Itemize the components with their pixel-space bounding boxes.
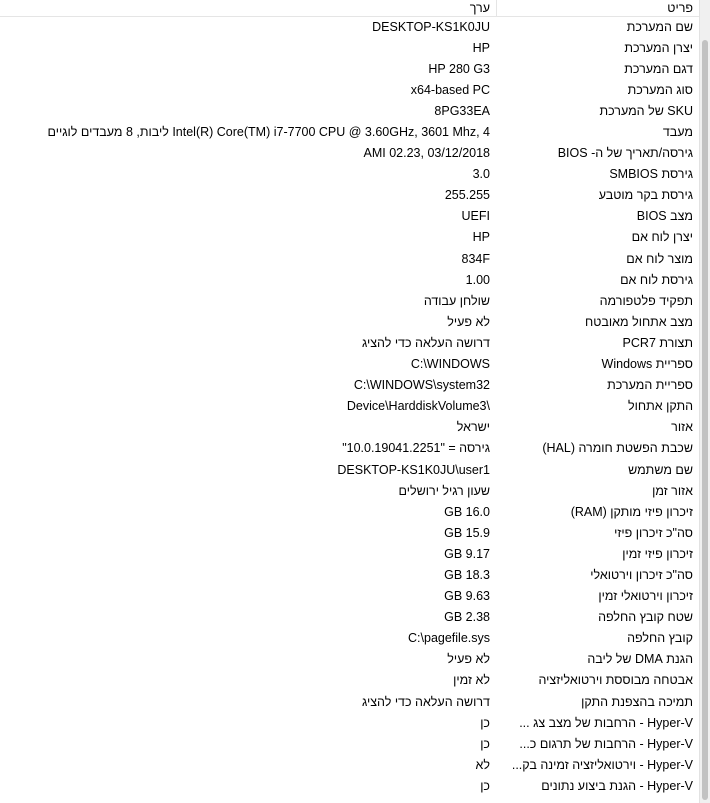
row-item-cell: שם משתמש — [628, 462, 693, 477]
table-row[interactable] — [0, 311, 699, 332]
row-value-cell: לא זמין — [453, 673, 490, 688]
row-item-cell: שם המערכת — [626, 19, 693, 34]
row-item-cell: קובץ החלפה — [627, 631, 693, 646]
row-item-cell: סוג המערכת — [627, 82, 693, 97]
row-item-cell: סה"כ זיכרון פיזי — [614, 525, 693, 540]
table-row[interactable] — [0, 607, 699, 628]
table-row[interactable] — [0, 733, 699, 754]
table-row[interactable] — [0, 438, 699, 459]
table-row[interactable] — [0, 164, 699, 185]
row-value-cell: כן — [480, 736, 490, 751]
row-value-cell: שולחן עבודה — [423, 293, 490, 308]
table-row[interactable] — [0, 501, 699, 522]
table-row[interactable] — [0, 248, 699, 269]
row-item-cell: אזור — [671, 420, 693, 435]
row-item-cell: יצרן לוח אם — [631, 230, 693, 245]
row-value-cell: 2.38 GB — [444, 610, 490, 625]
row-value-cell: לא — [475, 757, 490, 772]
table-row[interactable] — [0, 712, 699, 733]
row-item-cell: תצורת PCR7 — [622, 335, 693, 350]
row-value-cell: 9.63 GB — [444, 589, 490, 604]
table-row[interactable] — [0, 649, 699, 670]
row-value-cell: כן — [480, 715, 490, 730]
table-row[interactable] — [0, 354, 699, 375]
row-value-cell: לא פעיל — [447, 314, 490, 329]
table-row[interactable] — [0, 37, 699, 58]
row-value-cell: 15.9 GB — [444, 525, 490, 540]
row-value-cell: גירסה = "10.0.19041.2251" — [342, 441, 490, 456]
row-item-cell: זיכרון פיזי זמין — [622, 546, 693, 561]
column-header-item[interactable]: פריט — [496, 0, 699, 16]
row-value-cell: \Device\HarddiskVolume3 — [346, 399, 490, 414]
row-item-cell: דגם המערכת — [624, 61, 693, 76]
row-item-cell: שכבת הפשטת חומרה (HAL) — [542, 441, 693, 456]
row-value-cell: HP 280 G3 — [428, 61, 490, 76]
row-item-cell: Hyper-V - הרחבות של מצב צג ... — [519, 715, 693, 730]
row-item-cell: זיכרון פיזי מותקן (RAM) — [570, 504, 693, 519]
row-value-cell: ישראל — [456, 420, 490, 435]
table-row[interactable] — [0, 480, 699, 501]
row-value-cell: שעון רגיל ירושלים — [398, 483, 490, 498]
row-item-cell: מצב אתחול מאובטח — [585, 314, 693, 329]
table-row[interactable] — [0, 185, 699, 206]
row-item-cell: ספריית Windows — [601, 357, 693, 372]
row-item-cell: זיכרון וירטואלי זמין — [598, 589, 693, 604]
row-value-cell: 18.3 GB — [444, 567, 490, 582]
row-value-cell: Intel(R) Core(TM) i7-7700 CPU @ 3.60GHz, 3601 Mhz, 4 ליבות, 8 מעבדים לוגיים — [47, 125, 490, 140]
row-value-cell: UEFI — [461, 209, 490, 224]
row-value-cell: DESKTOP-KS1K0JU\user1 — [337, 462, 490, 477]
row-item-cell: מצב BIOS — [636, 209, 693, 224]
row-item-cell: גירסת SMBIOS — [609, 167, 693, 182]
row-item-cell: תמיכה בהצפנת התקן — [581, 694, 693, 709]
row-value-cell: HP — [472, 40, 490, 55]
scrollbar-thumb[interactable] — [702, 40, 708, 800]
row-value-cell: 8PG33EA — [434, 103, 490, 118]
row-value-cell: 16.0 GB — [444, 504, 490, 519]
row-item-cell: מעבד — [662, 125, 693, 140]
row-item-cell: SKU של המערכת — [599, 103, 693, 118]
table-row[interactable] — [0, 396, 699, 417]
table-row[interactable] — [0, 564, 699, 585]
vertical-scrollbar[interactable] — [699, 0, 710, 803]
table-row[interactable] — [0, 522, 699, 543]
table-row[interactable] — [0, 290, 699, 311]
table-body — [0, 16, 699, 796]
row-item-cell: התקן אתחול — [628, 399, 693, 414]
table-row[interactable] — [0, 16, 699, 37]
row-item-cell: Hyper-V - וירטואליזציה זמינה בק... — [511, 757, 693, 772]
row-item-cell: גירסת בקר מוטבע — [598, 188, 693, 203]
table-row[interactable] — [0, 586, 699, 607]
row-item-cell: Hyper-V - הגנת ביצוע נתונים — [541, 778, 693, 793]
row-item-cell: שטח קובץ החלפה — [598, 610, 693, 625]
table-row[interactable] — [0, 332, 699, 353]
row-value-cell: C:\pagefile.sys — [408, 631, 490, 646]
table-row[interactable] — [0, 121, 699, 142]
row-item-cell: הגנת DMA של ליבה — [587, 652, 693, 667]
table-row[interactable] — [0, 269, 699, 290]
row-value-cell: AMI 02.23, 03/12/2018 — [363, 146, 490, 161]
row-value-cell: HP — [472, 230, 490, 245]
row-value-cell: 9.17 GB — [444, 546, 490, 561]
row-value-cell: x64-based PC — [410, 82, 490, 97]
row-item-cell: גירסה/תאריך של ה- BIOS — [557, 146, 693, 161]
table-row[interactable] — [0, 775, 699, 796]
table-row[interactable] — [0, 100, 699, 121]
row-value-cell: C:\WINDOWS\system32 — [353, 378, 490, 393]
table-row[interactable] — [0, 417, 699, 438]
row-item-cell: ספריית המערכת — [607, 378, 693, 393]
row-value-cell: DESKTOP-KS1K0JU — [372, 19, 490, 34]
row-value-cell: דרושה העלאה כדי להציג — [361, 335, 490, 350]
row-item-cell: מוצר לוח אם — [626, 251, 693, 266]
table-row[interactable] — [0, 206, 699, 227]
table-row[interactable] — [0, 58, 699, 79]
table-row[interactable] — [0, 543, 699, 564]
row-value-cell: C:\WINDOWS — [410, 357, 490, 372]
row-item-cell: סה"כ זיכרון וירטואלי — [590, 567, 693, 582]
row-value-cell: כן — [480, 778, 490, 793]
row-item-cell: תפקיד פלטפורמה — [599, 293, 693, 308]
table-row[interactable] — [0, 628, 699, 649]
row-value-cell: 834F — [461, 251, 490, 266]
table-row[interactable] — [0, 459, 699, 480]
row-value-cell: 255.255 — [444, 188, 490, 203]
row-value-cell: לא פעיל — [447, 652, 490, 667]
table-row[interactable] — [0, 670, 699, 691]
table-row[interactable] — [0, 143, 699, 164]
table-row[interactable] — [0, 227, 699, 248]
row-value-cell: 1.00 — [465, 272, 490, 287]
column-header-value[interactable]: ערך — [469, 1, 490, 15]
row-item-cell: אבטחה מבוססת וירטואליזציה — [538, 673, 693, 688]
row-item-cell: גירסת לוח אם — [620, 272, 693, 287]
row-value-cell: דרושה העלאה כדי להציג — [361, 694, 490, 709]
row-value-cell: 3.0 — [472, 167, 490, 182]
row-item-cell: אזור זמן — [652, 483, 693, 498]
table-row[interactable] — [0, 754, 699, 775]
row-item-cell: יצרן המערכת — [624, 40, 693, 55]
table-row[interactable] — [0, 691, 699, 712]
table-header — [0, 0, 699, 17]
table-row[interactable] — [0, 79, 699, 100]
row-item-cell: Hyper-V - הרחבות של תרגום כ... — [519, 736, 693, 751]
table-row[interactable] — [0, 375, 699, 396]
